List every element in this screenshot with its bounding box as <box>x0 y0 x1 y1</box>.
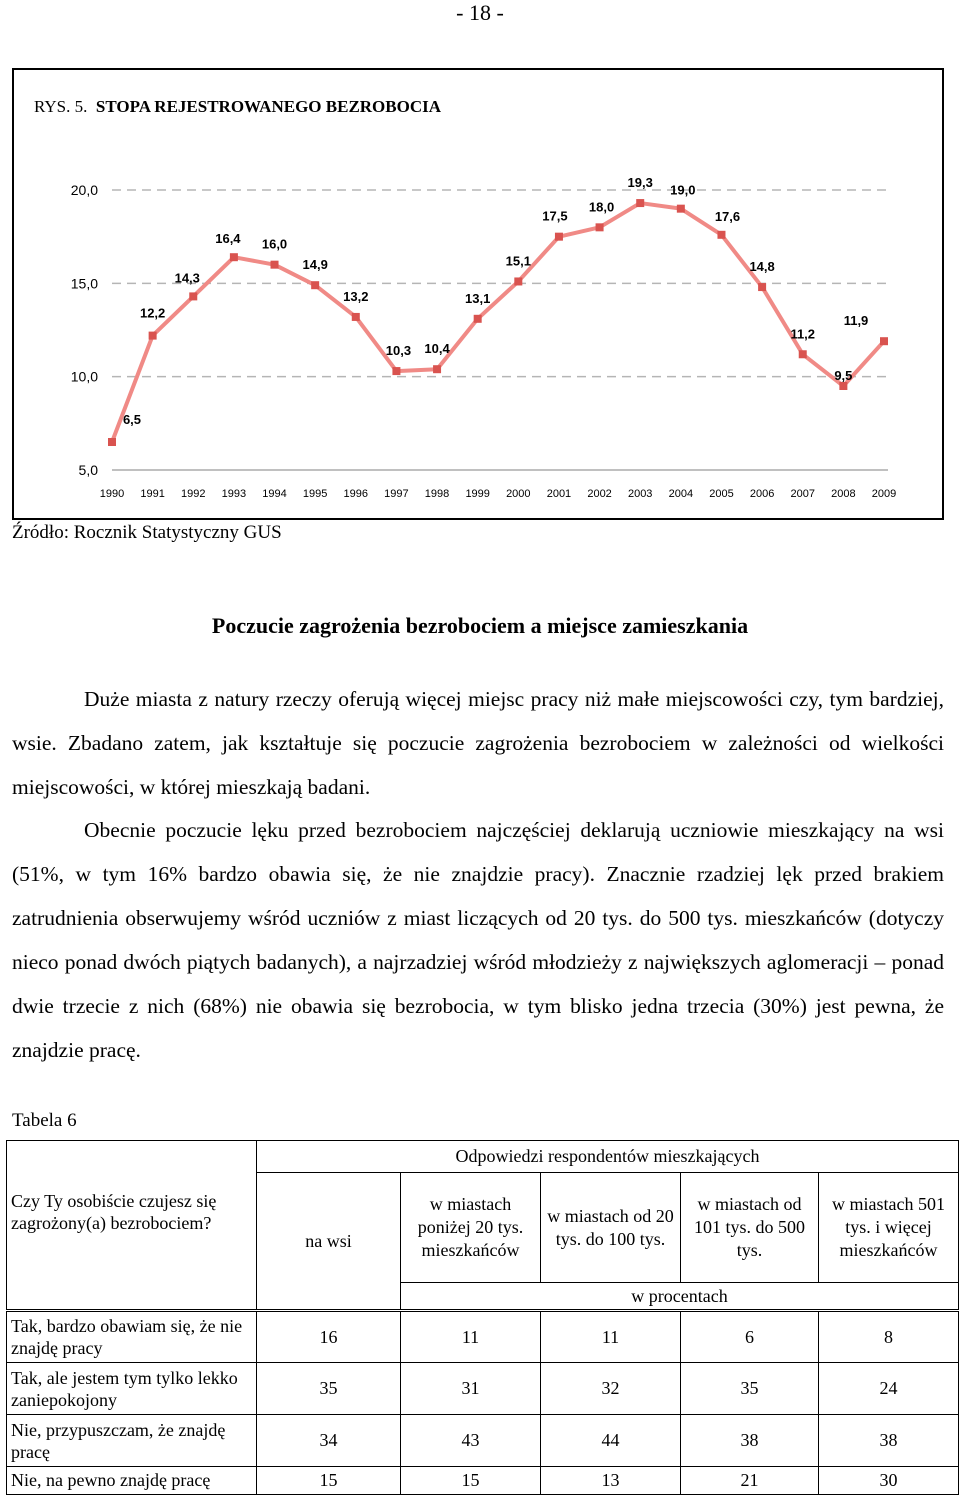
x-tick-label: 2002 <box>587 488 612 500</box>
table-cell: 31 <box>401 1363 541 1415</box>
x-tick-label: 1990 <box>99 488 125 500</box>
table-cell: 35 <box>257 1363 401 1415</box>
data-point <box>271 261 279 269</box>
data-label: 18,0 <box>588 199 615 215</box>
paragraph-1 <box>12 677 944 809</box>
table-cell: 15 <box>401 1467 541 1495</box>
table-row <box>7 1467 959 1495</box>
data-point <box>352 313 360 321</box>
table-cell: 11 <box>541 1311 681 1363</box>
y-tick-label: 20,0 <box>70 182 98 198</box>
data-point <box>880 337 888 345</box>
table-cell: 8 <box>819 1311 959 1363</box>
data-point <box>839 382 847 390</box>
x-tick-label: 2004 <box>668 488 694 500</box>
data-label: 19,3 <box>627 175 653 191</box>
table-cell: 35 <box>681 1363 819 1415</box>
data-point <box>474 315 482 323</box>
data-label: 16,4 <box>215 231 241 247</box>
table-question-cell <box>7 1141 257 1283</box>
table-unit-row <box>7 1283 959 1311</box>
chart-frame <box>12 68 944 520</box>
x-tick-label: 1996 <box>343 488 369 500</box>
column-header: w miastach od 20 tys. do 100 tys. <box>541 1173 681 1283</box>
table-unit: w procentach <box>401 1283 959 1311</box>
survey-table <box>6 1140 959 1495</box>
data-label: 14,8 <box>749 259 775 275</box>
table-cell: 38 <box>681 1415 819 1467</box>
x-tick-label: 2006 <box>749 488 775 500</box>
section-heading: Poczucie zagrożenia bezrobociem a miejsce zamieszkania <box>211 613 749 638</box>
table-group-header: Odpowiedzi respondentów mieszkających <box>257 1141 959 1173</box>
table-header-row <box>7 1141 959 1173</box>
table-cell: 32 <box>541 1363 681 1415</box>
data-point <box>717 231 725 239</box>
paragraph-2-text: Obecnie poczucie lęku przed bezrobociem najczęściej deklarują uczniowie mieszkający na wsi (51%, w tym 16% bardzo obawia się, że nie znajdzie pracy). Znacznie rzadziej lęk przed brakiem zatrudnienia obserwujemy wśród uczniów z miast liczących od 20 tys. do 500 tys. mieszkańców (dotyczy nieco ponad dwóch piątych badanych), a najrzadziej wśród młodzieży z największych aglomeracji – ponad dwie trzecie z nich (68%) nie obawia się bezrobocia, w tym blisko jedna trzecia (30%) jest pewna, że znajdzie pracę. <box>12 818 944 1062</box>
row-label: Nie, na pewno znajdę pracę <box>7 1467 257 1495</box>
data-point <box>758 283 766 291</box>
data-label: 6,5 <box>122 412 142 427</box>
paragraph-1-text: Duże miasta z natury rzeczy oferują więcej miejsc pracy niż małe miejscowości czy, tym bardziej, wsie. Zbadano zatem, jak kształtuje się poczucie zagrożenia bezrobociem w zależności od wielkości miejscowości, w której mieszkają badani. <box>12 687 944 799</box>
x-tick-label: 1991 <box>140 488 165 500</box>
data-label: 10,3 <box>385 343 412 359</box>
x-tick-label: 1999 <box>465 488 490 500</box>
data-point <box>230 253 238 261</box>
table-cell: 13 <box>541 1467 681 1495</box>
column-header: w miastach od 101 tys. do 500 tys. <box>681 1173 819 1283</box>
x-tick-label: 2003 <box>627 488 653 500</box>
data-point <box>799 350 807 358</box>
table-cell: 44 <box>541 1415 681 1467</box>
x-tick-label: 1998 <box>424 488 450 500</box>
row-label: Tak, bardzo obawiam się, że nie znajdę pracy <box>7 1311 257 1363</box>
x-tick-label: 2008 <box>831 488 856 500</box>
data-label: 14,3 <box>174 270 200 286</box>
y-tick-label: 10,0 <box>70 368 98 385</box>
table-cell: 24 <box>819 1363 959 1415</box>
data-point <box>149 332 157 340</box>
x-tick-label: 2005 <box>709 488 734 500</box>
table-cell: 38 <box>819 1415 959 1467</box>
table-question: Czy Ty osobiście czujesz się zagrożony(a) bezrobociem? <box>11 1190 217 1233</box>
table-cell: 21 <box>681 1467 819 1495</box>
data-label: 17,6 <box>714 208 741 224</box>
data-point <box>108 438 116 446</box>
data-label: 9,5 <box>834 368 853 383</box>
figure-title-text: STOPA REJESTROWANEGO BEZROBOCIA <box>95 97 442 116</box>
table-label: Tabela 6 <box>12 1110 77 1131</box>
data-point <box>189 292 197 300</box>
y-tick-label: 15,0 <box>70 275 98 292</box>
x-tick-label: 2007 <box>790 488 815 500</box>
table-cell: 11 <box>401 1311 541 1363</box>
row-label: Tak, ale jestem tym tylko lekko zaniepokojony <box>7 1363 257 1415</box>
table-cell: 6 <box>681 1311 819 1363</box>
table-cell: 15 <box>257 1467 401 1495</box>
column-header: w miastach 501 tys. i więcej mieszkańców <box>819 1173 959 1283</box>
x-tick-label: 2009 <box>871 488 897 500</box>
x-tick-label: 1993 <box>221 488 247 500</box>
data-label: 14,9 <box>302 257 328 273</box>
data-label: 12,2 <box>139 305 166 321</box>
data-point <box>596 223 604 231</box>
x-tick-label: 1994 <box>262 488 287 500</box>
table-row <box>7 1311 959 1363</box>
table-row <box>7 1415 959 1467</box>
data-label: 17,5 <box>542 208 568 224</box>
page-number: - 18 - <box>456 0 504 25</box>
data-point <box>311 281 319 289</box>
data-label: 13,2 <box>343 288 369 304</box>
figure-label: RYS. 5. <box>34 97 88 116</box>
figure-title <box>34 96 441 118</box>
figure-source: Źródło: Rocznik Statystyczny GUS <box>12 522 282 543</box>
data-label: 15,1 <box>505 253 531 269</box>
column-header: w miastach poniżej 20 tys. mieszkańców <box>401 1173 541 1283</box>
paragraph-2 <box>12 808 944 1072</box>
data-label: 11,9 <box>843 313 869 329</box>
unemployment-line-chart <box>14 70 942 518</box>
table-cell: 30 <box>819 1467 959 1495</box>
data-point <box>392 367 400 375</box>
data-point <box>433 365 441 373</box>
data-point <box>555 233 563 241</box>
row-label: Nie, przypuszczam, że znajdę pracę <box>7 1415 257 1467</box>
x-tick-label: 1997 <box>384 488 409 500</box>
x-tick-label: 1995 <box>302 488 328 500</box>
y-tick-label: 5,0 <box>78 462 98 478</box>
data-label: 10,4 <box>424 341 450 357</box>
column-header: na wsi <box>257 1173 401 1311</box>
x-tick-label: 2000 <box>506 488 531 500</box>
table-row <box>7 1363 959 1415</box>
data-point <box>677 205 685 213</box>
table-cell: 34 <box>257 1415 401 1467</box>
table-cell: 16 <box>257 1311 401 1363</box>
data-point <box>514 277 522 285</box>
data-point <box>636 199 644 207</box>
data-label: 13,1 <box>465 290 491 306</box>
data-label: 11,2 <box>790 326 816 342</box>
x-tick-label: 1992 <box>181 488 206 500</box>
x-tick-label: 2001 <box>546 488 572 500</box>
data-label: 19,0 <box>670 182 696 198</box>
table-blank-cell <box>7 1283 257 1311</box>
table-cell: 43 <box>401 1415 541 1467</box>
data-label: 16,0 <box>261 236 288 252</box>
